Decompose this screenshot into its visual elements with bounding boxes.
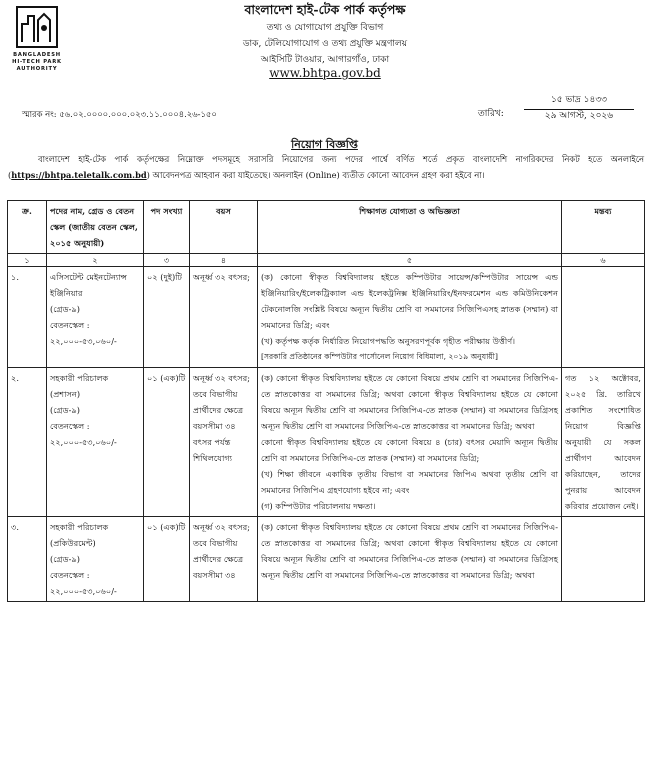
qualification-note: [সরকারি প্রতিষ্ঠানের কম্পিউটার পার্সোনেল নিয়োগ বিধিমালা, ২০১৯ অনুযায়ী] xyxy=(261,352,498,361)
column-number-row xyxy=(8,254,645,267)
recruitment-table xyxy=(7,200,645,602)
organization-logo xyxy=(6,6,68,80)
date-english: ২৯ আগস্ট, ২০২৬ xyxy=(544,111,614,121)
qualification-cell xyxy=(258,517,562,602)
age-limit: অনূর্ধ্ব ৩২ বৎসর; xyxy=(190,267,258,368)
intro-text-1: বাংলাদেশ হাই-টেক পার্ক কর্তৃপক্ষের নিম্নোক্ত পদসমূহে সরাসরি নিয়োগের জন্য পদের পার্শ্বে বর্ণিত শর্তে প্রকৃত বাংলাদেশি নাগরিকদের নিকট হতে অনলাইনে ( xyxy=(8,154,644,180)
post-cell xyxy=(47,517,144,602)
qualification-item: (গ) কম্পিউটার পরিচালনায় দক্ষতা। xyxy=(261,501,376,511)
post-cell xyxy=(47,368,144,517)
post-grade: (গ্রেড-৯) xyxy=(50,554,80,564)
pay-scale-label: বেতনস্কেল : xyxy=(50,570,90,580)
hi-tech-park-emblem-icon xyxy=(16,6,58,48)
intro-paragraph xyxy=(8,151,644,183)
row-serial: ৩. xyxy=(8,517,47,602)
ministry-name: ডাক, টেলিযোগাযোগ ও তথ্য প্রযুক্তি মন্ত্রণালয় xyxy=(242,39,408,49)
remark-cell xyxy=(562,517,645,602)
table-row xyxy=(8,267,645,368)
date-bangla: ১৫ ভাদ্র ১৪৩৩ xyxy=(524,92,634,110)
logo-text-line3: AUTHORITY xyxy=(16,66,58,72)
qualification-cell xyxy=(258,368,562,517)
header-serial: ক্র. xyxy=(8,201,47,254)
website-link[interactable]: www.bhtpa.gov.bd xyxy=(269,66,381,80)
post-count: ০১ (এক)টি xyxy=(144,517,190,602)
pay-scale: ২২,০০০-৫৩,০৬০/- xyxy=(50,586,117,596)
organization-name: বাংলাদেশ হাই-টেক পার্ক কর্তৃপক্ষ xyxy=(244,2,406,17)
qualification-cell xyxy=(258,267,562,368)
post-grade: (গ্রেড-৯) xyxy=(50,405,80,415)
qualification-item: (ক) কোনো স্বীকৃত বিশ্ববিদ্যালয় হইতে কম্পিউটার সায়েন্স/কম্পিউটার সায়েন্স এন্ড ইঞ্জিনিয়ারিং/ইলেকট্রিক্যাল এন্ড ইলেকট্রনিক্স ইঞ্জিনিয়ারিং/ইনফরমেশন এন্ড কমিউনিকেশন টেকনোলজি সংশ্লিষ্ট বিষয়ে অন্যূন দ্বিতীয় শ্রেণি বা সমমানের সিজিপিএসহ স্নাতক (সম্মান) বা সমমানের ডিগ্রি; এবং xyxy=(261,272,558,330)
pay-scale: ২২,০০০-৫৩,০৬০/- xyxy=(50,437,117,447)
age-limit: অনূর্ধ্ব ৩২ বৎসর; তবে বিভাগীয় প্রার্থীদের ক্ষেত্রে বয়সসীমা ৩৪ xyxy=(190,517,258,602)
age-limit: অনূর্ধ্ব ৩২ বৎসর; তবে বিভাগীয় প্রার্থীদের ক্ষেত্রে বয়সসীমা ৩৪ বৎসর পর্যন্ত শিথিলযোগ্য xyxy=(190,368,258,517)
post-cell xyxy=(47,267,144,368)
remark-cell: গত ১২ অক্টোবর, ২০২৫ খ্রি. তারিখে প্রকাশিত সংশোধিত নিয়োগ বিজ্ঞপ্তি অনুযায়ী যে সকল প্রার্থীগণ আবেদন করিয়াছেন, তাদের পুনরায় আবেদন করিবার প্রয়োজন নেই। xyxy=(562,368,645,517)
post-count: ০২ (দুই)টি xyxy=(144,267,190,368)
memo-number: স্মারক নং: ৫৬.০২.০০০০.০০০.০২৩.১১.০০০৪.২৬-১৫০ xyxy=(22,109,217,119)
qualification-item: কোনো স্বীকৃত বিশ্ববিদ্যালয় হইতে যে কোনো বিষয়ে ৪ (চার) বৎসর মেয়াদি অন্যূন দ্বিতীয় শ্রেণি বা সমমানের সিজিপিএ-তে স্নাতক (সম্মান) বা সমমানের ডিগ্রি; xyxy=(261,437,558,463)
date-label: তারিখ: xyxy=(478,109,504,119)
post-name: সহকারী পরিচালক (প্রশাসন) xyxy=(50,373,109,399)
table-row xyxy=(8,517,645,602)
notice-title: নিয়োগ বিজ্ঞপ্তি xyxy=(291,138,358,151)
qualification-item: (খ) কর্তৃপক্ষ কর্তৃক নির্ধারিত নিয়োগপদ্ধতি অনুসরণপূর্বক গৃহীত পরীক্ষায় উত্তীর্ণ। xyxy=(261,336,516,346)
header-post: পদের নাম, গ্রেড ও বেতন স্কেল (জাতীয় বেতন স্কেল, ২০১৫ অনুযায়ী) xyxy=(47,201,144,254)
qualification-item: (খ) শিক্ষা জীবনে একাধিক তৃতীয় বিভাগ বা সমমানের জিপিএ অথবা তৃতীয় শ্রেণি বা সমমানের সিজিপিএ গ্রহণযোগ্য হইবে না; এবং xyxy=(261,469,558,495)
post-name: এসিসটেন্ট মেইনটেন্যান্স ইঞ্জিনিয়ার xyxy=(50,272,128,298)
pay-scale: ২২,০০০-৫৩,০৬০/- xyxy=(50,336,117,346)
logo-text-line2: HI-TECH PARK xyxy=(12,59,62,65)
header-remark: মন্তব্য xyxy=(562,201,645,254)
col-number: ৬ xyxy=(562,254,645,267)
post-count: ০১ (এক)টি xyxy=(144,368,190,517)
office-address: আইসিটি টাওয়ার, আগারগাঁও, ঢাকা xyxy=(260,55,390,65)
table-header-row xyxy=(8,201,645,254)
row-serial: ১. xyxy=(8,267,47,368)
post-grade: (গ্রেড-৯) xyxy=(50,304,80,314)
row-serial: ২. xyxy=(8,368,47,517)
table-row xyxy=(8,368,645,517)
logo-text-line1: BANGLADESH xyxy=(13,52,61,58)
remark-cell xyxy=(562,267,645,368)
col-number: ৪ xyxy=(190,254,258,267)
header-count: পদ সংখ্যা xyxy=(144,201,190,254)
header-age: বয়স xyxy=(190,201,258,254)
intro-text-2: ) আবেদনপত্র আহবান করা যাইতেছে। অনলাইন (Online) ব্যতীত কোনো আবেদন গ্রহণ করা হইবে না। xyxy=(146,170,485,180)
qualification-item: (ক) কোনো স্বীকৃত বিশ্ববিদ্যালয় হইতে যে কোনো বিষয়ে প্রথম শ্রেণি বা সমমানের সিজিপিএ-তে স্নাতকোত্তর বা সমমানের ডিগ্রি; অথবা কোনো স্বীকৃত বিশ্ববিদ্যালয় হইতে যে কোনো বিষয়ে অন্যূন দ্বিতীয় শ্রেণি বা সমমানের সিজিপিএ-তে স্নাতক (সম্মান) বা সমমানের ডিগ্রিসহ অন্যূন দ্বিতীয় শ্রেণি বা সমমানের সিজিপিএ-তে স্নাতকোত্তর বা সমমানের ডিগ্রি; অথবা xyxy=(261,373,558,431)
pay-scale-label: বেতনস্কেল : xyxy=(50,421,90,431)
col-number: ১ xyxy=(8,254,47,267)
post-name: সহকারী পরিচালক (প্রকিউরমেন্ট) xyxy=(50,522,109,548)
qualification-item: (ক) কোনো স্বীকৃত বিশ্ববিদ্যালয় হইতে যে কোনো বিষয়ে প্রথম শ্রেণি বা সমমানের সিজিপিএ-তে স্নাতকোত্তর বা সমমানের ডিগ্রি; অথবা কোনো স্বীকৃত বিশ্ববিদ্যালয় হইতে যে কোনো বিষয়ে অন্যূন দ্বিতীয় শ্রেণি বা সমমানের সিজিপিএ-তে স্নাতক (সম্মান) বা সমমানের ডিগ্রিসহ অন্যূন দ্বিতীয় শ্রেণি বা সমমানের সিজিপিএ-তে স্নাতকোত্তর বা সমমানের ডিগ্রি; অথবা xyxy=(261,522,558,580)
pay-scale-label: বেতনস্কেল : xyxy=(50,320,90,330)
col-number: ২ xyxy=(47,254,144,267)
col-number: ৩ xyxy=(144,254,190,267)
col-number: ৫ xyxy=(258,254,562,267)
header-qualification: শিক্ষাগত যোগ্যতা ও অভিজ্ঞতা xyxy=(258,201,562,254)
division-name: তথ্য ও যোগাযোগ প্রযুক্তি বিভাগ xyxy=(266,23,384,33)
application-link[interactable]: https://bhtpa.teletalk.com.bd xyxy=(11,170,147,180)
